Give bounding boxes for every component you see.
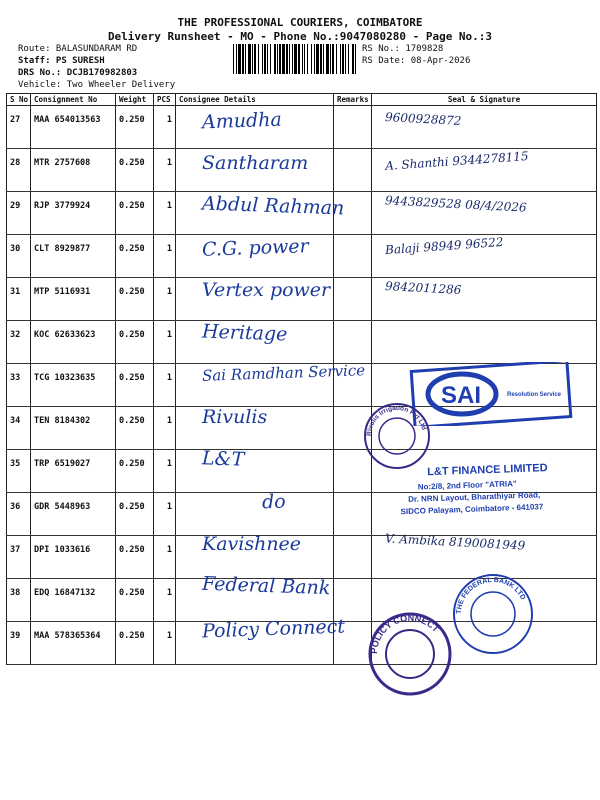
handwritten-consignee: L&T — [201, 447, 245, 472]
weight-cell: 0.250 — [116, 493, 154, 536]
consignment-cell: KOC 62633623 — [31, 321, 116, 364]
pcs-cell: 1 — [154, 493, 176, 536]
pcs-cell: 1 — [154, 321, 176, 364]
table-row — [7, 450, 597, 493]
barcode-bar — [267, 44, 268, 74]
barcode-bar — [258, 44, 259, 74]
consignment-cell: DPI 1033616 — [31, 536, 116, 579]
weight-cell: 0.250 — [116, 579, 154, 622]
table-header-row — [7, 94, 597, 106]
pcs-cell: 1 — [154, 364, 176, 407]
barcode-bar — [330, 44, 331, 74]
sno-cell: 28 — [7, 149, 31, 192]
sno-cell: 31 — [7, 278, 31, 321]
barcode-bar — [304, 44, 305, 74]
table-row — [7, 579, 597, 622]
barcode-bar — [326, 44, 329, 74]
barcode-icon — [232, 44, 358, 74]
pcs-cell: 1 — [154, 450, 176, 493]
consignment-cell: MAA 578365364 — [31, 622, 116, 665]
consignment-cell: MTP 5116931 — [31, 278, 116, 321]
barcode-bar — [314, 44, 315, 74]
consignee-cell — [176, 447, 334, 493]
signature-cell — [372, 106, 597, 149]
handwritten-consignee: Sai Ramdhan Service — [201, 360, 366, 385]
table-row — [7, 622, 597, 665]
handwritten-consignee: Policy Connect — [201, 615, 346, 643]
consignee-cell — [176, 149, 334, 192]
consignee-cell — [176, 536, 334, 579]
sno-cell: 36 — [7, 493, 31, 536]
consignment-cell: TRP 6519027 — [31, 450, 116, 493]
handwritten-consignee: do — [261, 490, 286, 514]
lt-name: L&T FINANCE LIMITED — [427, 462, 548, 479]
weight-cell: 0.250 — [116, 321, 154, 364]
barcode-bar — [248, 44, 251, 74]
barcode-bar — [311, 44, 312, 74]
barcode-bar — [294, 44, 297, 74]
barcode-bar — [245, 44, 246, 74]
policy-seal-text: POLICY CONNECT — [368, 612, 441, 655]
sno-cell: 34 — [7, 407, 31, 450]
sno-cell: 37 — [7, 536, 31, 579]
remarks-cell — [334, 622, 372, 665]
signature-cell — [372, 235, 597, 278]
vehicle-label: Vehicle: Two Wheeler Delivery — [18, 80, 176, 90]
barcode-bar — [252, 44, 253, 74]
pcs-cell: 1 — [154, 278, 176, 321]
handwritten-signature: Balaji 98949 96522 — [384, 234, 504, 258]
signature-cell — [372, 536, 597, 579]
remarks-cell — [334, 364, 372, 407]
remarks-cell — [334, 278, 372, 321]
barcode-bar — [348, 44, 349, 74]
weight-cell: 0.250 — [116, 450, 154, 493]
consignment-cell: CLT 8929877 — [31, 235, 116, 278]
staff-label: Staff: PS SURESH — [18, 56, 105, 66]
handwritten-consignee: Amudha — [201, 108, 283, 134]
sno-cell: 32 — [7, 321, 31, 364]
signature-cell — [372, 493, 597, 536]
barcode-bar — [292, 44, 293, 74]
lt-addr-3: SIDCO Palayam, Coimbatore - 641037 — [400, 502, 544, 517]
signature-cell — [372, 450, 597, 493]
consignee-cell — [176, 321, 334, 364]
consignment-cell: RJP 3779924 — [31, 192, 116, 235]
consignee-cell — [176, 579, 334, 622]
consignment-cell: TEN 8184302 — [31, 407, 116, 450]
barcode-bar — [274, 44, 276, 74]
weight-cell: 0.250 — [116, 106, 154, 149]
signature-cell — [372, 576, 597, 622]
barcode-bar — [323, 44, 324, 74]
barcode-bar — [242, 44, 244, 74]
barcode-bar — [238, 44, 241, 74]
barcode-bar — [307, 44, 308, 74]
handwritten-signature: 9443829528 08/4/2026 — [384, 192, 527, 215]
remarks-cell — [334, 450, 372, 493]
handwritten-signature: A. Shanthi 9344278115 — [384, 149, 530, 174]
pcs-cell: 1 — [154, 149, 176, 192]
barcode-bar — [355, 44, 356, 74]
table-row — [7, 192, 597, 235]
consignment-cell: MTR 2757608 — [31, 149, 116, 192]
consignee-cell — [176, 493, 334, 536]
barcode-bar — [320, 44, 322, 74]
federal-seal-text: THE FEDERAL BANK LTD — [455, 576, 527, 615]
handwritten-consignee: Santharam — [202, 152, 309, 175]
col-weight: Weight — [116, 94, 154, 106]
table-row — [7, 364, 597, 407]
barcode-bar — [332, 44, 334, 74]
barcode-bar — [277, 44, 278, 74]
pcs-cell: 1 — [154, 536, 176, 579]
company-title: THE PROFESSIONAL COURIERS, COIMBATORE — [177, 16, 423, 29]
weight-cell: 0.250 — [116, 536, 154, 579]
barcode-bar — [336, 44, 337, 74]
pcs-cell: 1 — [154, 192, 176, 235]
drs-label: DRS No.: DCJB170982803 — [18, 68, 138, 78]
table-row — [7, 278, 597, 321]
weight-cell: 0.250 — [116, 192, 154, 235]
consignee-cell — [176, 622, 334, 665]
rs-no-label: RS No.: 1709828 — [362, 44, 444, 54]
remarks-cell — [334, 106, 372, 149]
table-row — [7, 407, 597, 450]
barcode-bar — [286, 44, 288, 74]
handwritten-consignee: Abdul Rahman — [201, 192, 345, 220]
signature-cell — [372, 622, 597, 665]
pcs-cell: 1 — [154, 106, 176, 149]
runsheet-table — [6, 93, 597, 665]
table-row — [7, 321, 597, 364]
sno-cell: 35 — [7, 450, 31, 493]
handwritten-consignee: Vertex power — [202, 279, 331, 302]
weight-cell: 0.250 — [116, 278, 154, 321]
weight-cell: 0.250 — [116, 407, 154, 450]
sai-sub-text: Resolution Service — [507, 392, 562, 398]
handwritten-signature: V. Ambika 8190081949 — [384, 531, 526, 553]
remarks-cell — [334, 321, 372, 364]
consignee-cell — [176, 407, 334, 450]
barcode-bar — [289, 44, 290, 74]
barcode-bar — [270, 44, 271, 74]
lt-addr-2: Dr. NRN Layout, Bharathiyar Road, — [408, 490, 541, 504]
pcs-cell: 1 — [154, 579, 176, 622]
table-row — [7, 106, 597, 149]
barcode-bar — [279, 44, 281, 74]
remarks-cell — [334, 536, 372, 579]
weight-cell: 0.250 — [116, 364, 154, 407]
consignee-cell — [176, 106, 334, 149]
handwritten-consignee: C.G. power — [201, 235, 310, 261]
consignee-cell — [176, 364, 334, 407]
consignment-cell: MAA 654013563 — [31, 106, 116, 149]
runsheet-subtitle: Delivery Runsheet - MO - Phone No.:9047080280 - Page No.:3 — [107, 30, 493, 43]
remarks-cell — [334, 579, 372, 622]
col-seal-signature: Seal & Signature — [372, 94, 597, 106]
handwritten-consignee: Heritage — [201, 320, 288, 345]
handwritten-consignee: Rivulis — [202, 406, 268, 429]
handwritten-signature: 9842011286 — [384, 279, 462, 298]
sno-cell: 38 — [7, 579, 31, 622]
signature-cell — [372, 149, 597, 192]
signature-cell — [372, 278, 597, 321]
barcode-bar — [342, 44, 344, 74]
col-sno: S No — [7, 94, 31, 106]
pcs-cell: 1 — [154, 622, 176, 665]
rs-date-label: RS Date: 08-Apr-2026 — [362, 56, 471, 66]
weight-cell: 0.250 — [116, 235, 154, 278]
remarks-cell — [334, 149, 372, 192]
barcode-bar — [233, 44, 234, 74]
signature-cell — [372, 321, 597, 364]
table-row — [7, 493, 597, 536]
col-consignee: Consignee Details — [176, 94, 334, 106]
remarks-cell — [334, 407, 372, 450]
consignee-cell — [176, 192, 334, 235]
barcode-bar — [264, 44, 266, 74]
table-row — [7, 536, 597, 579]
route-label: Route: BALASUNDARAM RD — [18, 44, 138, 54]
consignee-cell — [176, 235, 334, 278]
signature-cell — [372, 407, 597, 450]
barcode-bar — [254, 44, 256, 74]
weight-cell: 0.250 — [116, 622, 154, 665]
handwritten-signature: 9600928872 — [384, 110, 462, 128]
lt-addr-1: No:2/8, 2nd Floor "ATRIA" — [417, 479, 517, 492]
barcode-bar — [340, 44, 341, 74]
signature-cell — [372, 364, 597, 407]
col-consignment: Consignment No — [31, 94, 116, 106]
sno-cell: 29 — [7, 192, 31, 235]
pcs-cell: 1 — [154, 235, 176, 278]
sno-cell: 30 — [7, 235, 31, 278]
col-remarks: Remarks — [334, 94, 372, 106]
remarks-cell — [334, 192, 372, 235]
consignee-cell — [176, 278, 334, 321]
handwritten-consignee: Kavishnee — [202, 533, 302, 555]
weight-cell: 0.250 — [116, 149, 154, 192]
col-pcs: PCS — [154, 94, 176, 106]
consignment-cell: GDR 5448963 — [31, 493, 116, 536]
consignment-cell: EDQ 16847132 — [31, 579, 116, 622]
barcode-bar — [236, 44, 237, 74]
remarks-cell — [334, 493, 372, 536]
sno-cell: 27 — [7, 106, 31, 149]
barcode-bar — [282, 44, 285, 74]
table-row — [7, 235, 597, 278]
sai-logo-text: SAI — [441, 382, 482, 409]
table-row — [7, 149, 597, 192]
remarks-cell — [334, 235, 372, 278]
sno-cell: 33 — [7, 364, 31, 407]
rivulis-seal-text: Rivulis Irrigation Pvt Ltd — [365, 404, 428, 437]
signature-cell — [372, 192, 597, 235]
barcode-bar — [345, 44, 346, 74]
consignment-cell: TCG 10323635 — [31, 364, 116, 407]
handwritten-consignee: Federal Bank — [201, 573, 331, 600]
barcode-bar — [262, 44, 263, 74]
barcode-bar — [316, 44, 319, 74]
barcode-bar — [302, 44, 303, 74]
barcode-bar — [298, 44, 300, 74]
sno-cell: 39 — [7, 622, 31, 665]
pcs-cell: 1 — [154, 407, 176, 450]
barcode-bar — [352, 44, 354, 74]
